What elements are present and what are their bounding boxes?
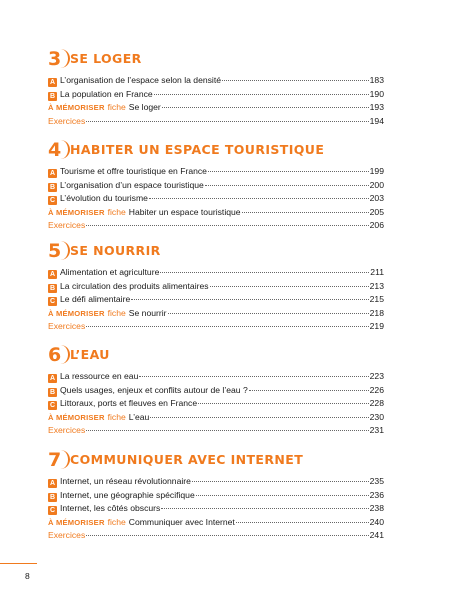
exercises-label: Exercices	[48, 530, 86, 540]
page-number: 241	[369, 530, 384, 540]
section-badge: A	[49, 375, 56, 382]
toc-exercises-entry[interactable]	[48, 529, 384, 543]
exercises-label: Exercices	[48, 115, 86, 126]
page-number: 183	[369, 75, 384, 85]
chapter-title: COMMUNIQUER AVEC INTERNET	[70, 452, 304, 467]
entry-title: L’organisation d’un espace touristique	[60, 179, 204, 190]
toc-exercises-entry[interactable]	[48, 320, 384, 334]
toc-entry[interactable]	[48, 74, 384, 88]
page-number: 236	[369, 489, 384, 500]
dot-leader	[161, 508, 368, 509]
entry-title: L’organisation de l’espace selon la densité	[60, 75, 222, 85]
chapter-title: L’EAU	[70, 347, 110, 362]
toc-memo-entry[interactable]	[48, 101, 384, 115]
toc-entry[interactable]	[48, 475, 384, 489]
entry-title: Littoraux, ports et fleuves en France	[60, 398, 198, 408]
section-badge: B	[49, 183, 56, 191]
page-number: 219	[369, 321, 384, 331]
toc-entry[interactable]	[48, 165, 384, 179]
page-number: 231	[369, 425, 384, 435]
page-number: 199	[369, 166, 384, 176]
chapter-3	[48, 48, 384, 128]
toc-entry[interactable]	[48, 179, 384, 193]
section-badge: A	[49, 480, 56, 487]
chapter-number: 7	[48, 449, 62, 471]
toc-entry[interactable]	[48, 489, 384, 503]
page-number: 190	[369, 88, 384, 99]
chapter-6	[48, 344, 384, 438]
toc-entry[interactable]	[48, 192, 384, 206]
dot-leader	[192, 481, 369, 482]
entry-title: L’eau	[128, 411, 150, 422]
memo-label: À MÉMORISER	[48, 103, 105, 112]
dot-leader	[150, 417, 368, 418]
page-number: 215	[369, 294, 384, 304]
chapter-title: SE NOURRIR	[70, 243, 161, 258]
chapter-heading	[48, 449, 384, 475]
page-number: 203	[369, 193, 384, 203]
dot-leader	[242, 212, 369, 213]
page-number: 218	[369, 307, 384, 318]
toc-entry[interactable]	[48, 280, 384, 294]
toc-entry[interactable]	[48, 502, 384, 516]
page-number: 228	[369, 398, 384, 408]
chapter-number: 4	[48, 139, 62, 161]
memo-fiche: fiche	[107, 516, 126, 527]
memo-label: À MÉMORISER	[48, 412, 105, 422]
page-number: 211	[370, 267, 384, 277]
chapter-4	[48, 139, 384, 233]
dot-leader	[205, 185, 369, 186]
chapter-heading	[48, 344, 384, 370]
memo-fiche: fiche	[107, 307, 126, 318]
page-number: 206	[369, 220, 384, 230]
toc-exercises-entry[interactable]	[48, 115, 384, 129]
dot-leader	[86, 225, 368, 226]
dot-leader	[210, 286, 369, 287]
section-badge: B	[49, 493, 56, 501]
exercises-label: Exercices	[48, 425, 86, 435]
entry-title: L’évolution du tourisme	[60, 193, 148, 203]
page-number: 193	[369, 102, 384, 112]
chapter-heading	[48, 48, 384, 74]
toc-exercises-entry[interactable]	[48, 424, 384, 438]
section-badge: A	[49, 170, 56, 177]
section-badge: B	[49, 284, 56, 292]
dot-leader	[86, 121, 368, 122]
chapter-7	[48, 449, 384, 543]
chapter-5	[48, 240, 384, 334]
dot-leader	[149, 198, 369, 199]
page-number: 230	[369, 411, 384, 422]
dot-leader	[162, 107, 369, 108]
memo-fiche: fiche	[107, 102, 126, 112]
entry-title: Tourisme et offre touristique en France	[60, 166, 207, 176]
section-badge: C	[49, 402, 56, 409]
memo-label: À MÉMORISER	[48, 517, 105, 527]
dot-leader	[196, 495, 369, 496]
footer-rule	[0, 563, 37, 564]
dot-leader	[139, 376, 368, 377]
entry-title: Habiter un espace touristique	[128, 206, 241, 217]
toc-entry[interactable]	[48, 266, 384, 280]
toc-memo-entry[interactable]	[48, 206, 384, 220]
entry-title: Internet, une géographie spécifique	[60, 489, 195, 500]
page-number: 194	[369, 115, 384, 126]
page-folio: 8	[25, 571, 30, 581]
chapter-bracket	[59, 450, 70, 469]
entry-title: Quels usages, enjeux et conflits autour de l’eau ?	[60, 384, 248, 395]
page-number: 200	[369, 179, 384, 190]
toc-memo-entry[interactable]	[48, 307, 384, 321]
dot-leader	[160, 272, 369, 273]
dot-leader	[131, 299, 368, 300]
chapter-bracket	[59, 241, 70, 260]
section-badge: B	[49, 92, 56, 100]
section-badge: A	[49, 79, 56, 86]
toc-entry[interactable]	[48, 293, 384, 307]
toc-memo-entry[interactable]	[48, 411, 384, 425]
toc-entry[interactable]	[48, 384, 384, 398]
entry-title: La circulation des produits alimentaires	[60, 280, 209, 291]
entry-title: Le défi alimentaire	[60, 294, 131, 304]
entry-title: La population en France	[60, 88, 153, 99]
dot-leader	[198, 403, 369, 404]
chapter-bracket	[59, 345, 70, 364]
memo-fiche: fiche	[107, 411, 126, 422]
page-number: 235	[369, 476, 384, 486]
toc-entry[interactable]	[48, 397, 384, 411]
memo-label: À MÉMORISER	[48, 308, 105, 318]
memo-fiche: fiche	[107, 206, 126, 217]
dot-leader	[86, 326, 368, 327]
page-number: 205	[369, 206, 384, 217]
exercises-label: Exercices	[48, 321, 86, 331]
dot-leader	[222, 80, 369, 81]
dot-leader	[86, 430, 368, 431]
entry-title: Se nourrir	[128, 307, 167, 318]
page-number: 223	[369, 371, 384, 381]
entry-title: Internet, un réseau révolutionnaire	[60, 476, 191, 486]
page-number: 240	[369, 516, 384, 527]
chapter-number: 3	[48, 48, 62, 70]
chapter-heading	[48, 240, 384, 266]
dot-leader	[236, 522, 369, 523]
section-badge: C	[49, 197, 56, 204]
entry-title: La ressource en eau	[60, 371, 139, 381]
section-badge: B	[49, 388, 56, 396]
toc-entry[interactable]	[48, 88, 384, 102]
dot-leader	[249, 390, 369, 391]
chapter-number: 6	[48, 344, 62, 366]
chapter-title: SE LOGER	[70, 51, 142, 66]
chapter-number: 5	[48, 240, 62, 262]
dot-leader	[168, 313, 369, 314]
entry-title: Internet, les côtés obscurs	[60, 503, 161, 513]
page-number: 238	[369, 503, 384, 513]
dot-leader	[154, 94, 369, 95]
page-number: 226	[369, 384, 384, 395]
chapter-bracket	[59, 49, 70, 68]
section-badge: A	[49, 271, 56, 278]
chapter-bracket	[59, 140, 70, 159]
entry-title: Alimentation et agriculture	[60, 267, 160, 277]
toc-memo-entry[interactable]	[48, 516, 384, 530]
chapter-title: HABITER UN ESPACE TOURISTIQUE	[70, 142, 325, 157]
toc-entry[interactable]	[48, 370, 384, 384]
entry-title: Se loger	[128, 102, 161, 112]
section-badge: C	[49, 507, 56, 514]
dot-leader	[208, 171, 369, 172]
memo-label: À MÉMORISER	[48, 207, 105, 217]
entry-title: Communiquer avec Internet	[128, 516, 235, 527]
toc-exercises-entry[interactable]	[48, 219, 384, 233]
dot-leader	[86, 535, 368, 536]
page-number: 213	[369, 280, 384, 291]
chapter-heading	[48, 139, 384, 165]
exercises-label: Exercices	[48, 220, 86, 230]
section-badge: C	[49, 298, 56, 305]
